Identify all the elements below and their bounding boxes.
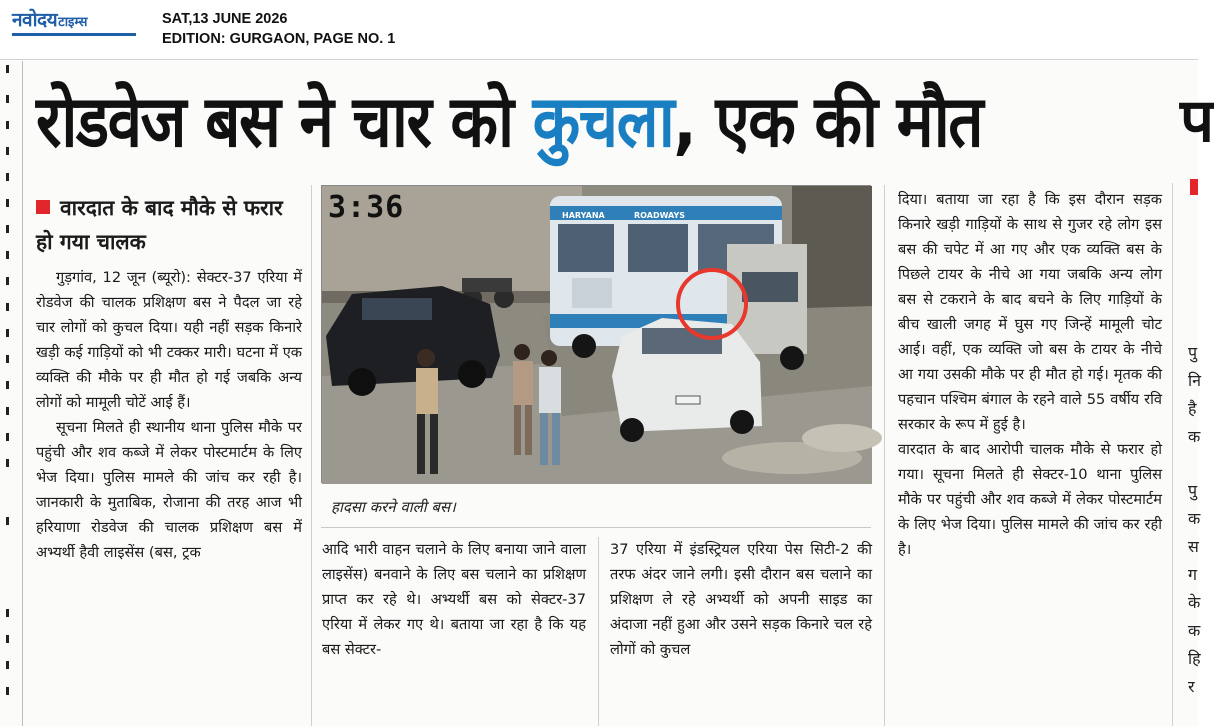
logo-wordmark: नवोदय — [12, 9, 58, 31]
person-leg — [417, 414, 425, 474]
bus-destination-left: HARYANA — [562, 211, 605, 220]
issue-date: SAT,13 JUNE 2026 — [162, 11, 288, 27]
person-body — [513, 361, 533, 405]
column-separator — [598, 537, 599, 726]
newspaper-page — [0, 61, 1214, 726]
adjacent-red-bullet-icon — [1190, 179, 1198, 195]
cropped-glyph — [6, 147, 9, 155]
cctv-photo[interactable] — [321, 185, 871, 483]
photo-caption: हादसा करने वाली बस। — [331, 498, 456, 516]
article-column-4 — [898, 187, 1162, 562]
cropped-glyph — [6, 329, 9, 337]
truck-window — [742, 272, 798, 302]
logo-underline — [12, 33, 136, 36]
caption-rule — [321, 527, 871, 528]
bus-wheel — [572, 334, 596, 358]
article-paragraph: सूचना मिलते ही स्थानीय थाना पुलिस मौके पर पहुंची और शव कब्जे में लेकर पोस्टमार्टम के लिए भेज दिया। पुलिस मामले की जांच कर रही है। जानकारी के मुताबिक, रोजाना की तरह आज भी हरियाणा रोडवेज की चालक प्रशिक्षण बस में अभ्यर्थी हैवी लाइसेंस (बस, ट्रक — [36, 419, 302, 561]
headline-part-2: , एक की मौत — [673, 79, 983, 164]
cropped-glyph — [6, 95, 9, 103]
cropped-glyph — [6, 381, 9, 389]
person-body — [539, 367, 561, 413]
person-leg — [514, 405, 521, 455]
article-column-1 — [36, 265, 302, 565]
cropped-glyph — [6, 687, 9, 695]
column-separator — [884, 185, 885, 726]
hatchback-wheel — [620, 418, 644, 442]
cropped-text-fragment: र — [1188, 677, 1195, 696]
cctv-timestamp: 3:36 — [328, 190, 405, 225]
suv-wheel — [348, 368, 376, 396]
parked-bike — [462, 278, 512, 292]
cropped-text-fragment: के — [1188, 593, 1201, 612]
cropped-glyph — [6, 277, 9, 285]
cropped-glyph — [6, 225, 9, 233]
cropped-glyph — [6, 609, 9, 617]
person-leg — [540, 413, 548, 465]
headline-part-1: रोडवेज बस ने चार को — [36, 79, 533, 164]
article-column-3 — [610, 537, 872, 662]
cropped-glyph — [6, 459, 9, 467]
hatchback-window — [642, 328, 722, 354]
column-separator — [311, 185, 312, 726]
article-paragraph: आदि भारी वाहन चलाने के लिए बनाया जाने वाला लाइसेंस) बनवाने के लिए बस चलाने का प्रशिक्षण प्राप्त कर रहे थे। अभ्यर्थी बस को सेक्टर-37 एरिया में लेकर गए थे। बताया जा रहा है कि यह बस सेक्टर- — [322, 541, 586, 658]
logo-subtext: टाइम्स — [58, 15, 88, 30]
cropped-glyph — [6, 635, 9, 643]
headline-highlight-word: कुचला — [532, 79, 674, 164]
article-paragraph: 37 एरिया में इंडस्ट्रियल एरिया पेस सिटी-2 की तरफ अंदर जाने लगी। इसी दौरान बस चलाने का प्रशिक्षण ले रहे अभ्यर्थी को अपनी साइड का अंदाजा नहीं हुआ और उसने सड़क किनारे चल रहे लोगों को कुचल — [610, 541, 872, 658]
cropped-text-fragment: क — [1188, 621, 1201, 640]
debris-pile — [802, 424, 882, 452]
cropped-glyph — [6, 661, 9, 669]
person-head — [417, 349, 435, 367]
cropped-text-fragment: हि — [1188, 649, 1201, 668]
cropped-glyph — [6, 303, 9, 311]
cropped-glyph — [6, 121, 9, 129]
cropped-glyph — [6, 517, 9, 525]
suv-window — [362, 298, 432, 320]
person-leg — [552, 413, 560, 465]
bus-destination-right: ROADWAYS — [634, 211, 686, 220]
cropped-glyph — [6, 199, 9, 207]
cropped-text-fragment: स — [1188, 537, 1199, 556]
person-head — [541, 350, 557, 366]
cctv-scene-graphic — [322, 186, 872, 484]
epaper-topbar — [0, 0, 1198, 60]
cropped-text-fragment: क — [1188, 509, 1201, 528]
cropped-glyph — [6, 355, 9, 363]
person-head — [514, 344, 530, 360]
cropped-text-fragment: क — [1188, 427, 1201, 446]
column-separator — [22, 61, 23, 726]
bus-window — [628, 224, 688, 272]
article-paragraph: दिया। बताया जा रहा है कि इस दौरान सड़क किनारे खड़ी गाड़ियों के साथ से गुजर रहे लोग इस बस की चपेट में आ गए और एक व्यक्ति बस के पिछले टायर के नीचे आ गया जबकि अन्य लोग बस से टकराने के बाद बचने के लिए गाड़ियों के बीच खाली जगह में घुस गए जिन्हें मामूली चोट आई। वहीं, एक व्यक्ति जो बस के टायर के नीचे आ गया उसकी मौके पर ही मौत हो गई। मृतक की पहचान पश्चिम बंगाल के रहने वाले 55 वर्षीय रवि सरकार के रूप में हुई है। — [898, 191, 1162, 433]
red-bullet-icon — [36, 200, 50, 214]
person-leg — [525, 405, 532, 455]
suv-wheel — [458, 360, 486, 388]
truck-wheel — [780, 346, 804, 370]
bus-window — [558, 224, 614, 272]
article-paragraph: वारदात के बाद आरोपी चालक मौके से फरार हो गया। सूचना मिलते ही सेक्टर-10 थाना पुलिस मौके पर पहुंची और शव कब्जे में लेकर पोस्टमार्टम के लिए भेज दिया। पुलिस मामले की जांच कर रही है। — [898, 441, 1162, 558]
cropped-text-fragment: है — [1188, 399, 1197, 418]
adjacent-headline-fragment: प — [1180, 86, 1214, 156]
bus-front-panel — [572, 278, 612, 308]
person-body — [416, 368, 438, 414]
main-headline[interactable] — [36, 59, 1176, 186]
cropped-glyph — [6, 407, 9, 415]
cropped-text-fragment: पु — [1188, 343, 1198, 362]
cropped-glyph — [6, 251, 9, 259]
cropped-glyph — [6, 433, 9, 441]
cropped-text-fragment: नि — [1188, 371, 1202, 390]
number-plate — [676, 396, 700, 404]
edition-page: EDITION: GURGAON, PAGE NO. 1 — [162, 31, 396, 47]
cropped-glyph — [6, 173, 9, 181]
cropped-text-fragment: पु — [1188, 481, 1198, 500]
navodaya-times-logo[interactable] — [12, 6, 136, 42]
article-column-2 — [322, 537, 586, 662]
cropped-glyph — [6, 65, 9, 73]
column-separator — [1172, 183, 1173, 726]
article-paragraph: गुड़गांव, 12 जून (ब्यूरो): सेक्टर-37 एरिया में रोडवेज की चालक प्रशिक्षण बस ने पैदल जा रहे चार लोगों को कुचल दिया। यही नहीं सड़क किनारे खड़ी कई गाड़ियों को भी टक्कर मारी। घटना में एक व्यक्ति की मौके पर ही मौत हो गई जबकि अन्य लोगों को मामूली चोटें आई हैं। — [36, 269, 302, 411]
left-adjacent-column — [0, 61, 22, 726]
hatchback-wheel — [730, 410, 754, 434]
cropped-text-fragment: ग — [1188, 565, 1198, 584]
subhead-text: वारदात के बाद मौके से फरार हो गया चालक — [36, 196, 283, 254]
sub-headline — [36, 191, 301, 259]
person-leg — [430, 414, 438, 474]
edition-info — [162, 9, 395, 49]
